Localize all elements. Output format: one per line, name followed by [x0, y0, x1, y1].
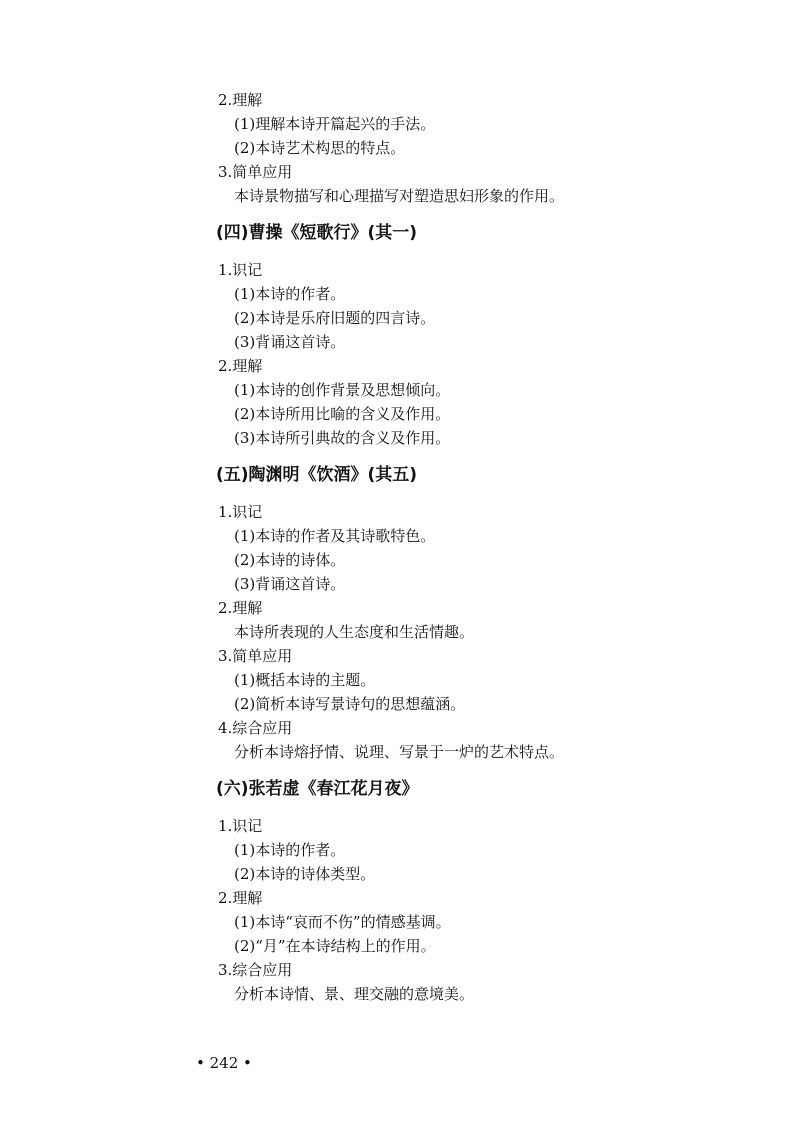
subitem: (3)背诵这首诗。	[234, 333, 346, 351]
item-label: 3.简单应用	[218, 163, 293, 181]
subitem: (1)本诗的作者及其诗歌特色。	[234, 527, 436, 545]
subitem: (1)本诗的作者。	[234, 285, 346, 303]
section-6	[218, 774, 778, 1006]
item-label: 2.理解	[218, 357, 263, 375]
item-label: 1.识记	[218, 261, 263, 279]
subitem: (2)本诗的诗体类型。	[234, 865, 376, 883]
subitem: (3)背诵这首诗。	[234, 575, 346, 593]
item-label: 2.理解	[218, 889, 263, 907]
subitem: (2)本诗的诗体。	[234, 551, 346, 569]
section-heading: (六)张若虚《春江花月夜》	[216, 779, 419, 799]
subitem: (1)本诗的作者。	[234, 841, 346, 859]
subitem: (2)“月”在本诗结构上的作用。	[234, 937, 436, 955]
section-prev	[218, 88, 778, 208]
item-label: 2.理解	[218, 91, 263, 109]
subitem: (1)本诗的创作背景及思想倾向。	[234, 381, 451, 399]
item-label: 1.识记	[218, 503, 263, 521]
subitem: (2)简析本诗写景诗句的思想蕴涵。	[234, 695, 466, 713]
subitem: 分析本诗熔抒情、说理、写景于一炉的艺术特点。	[234, 743, 565, 761]
section-heading: (四)曹操《短歌行》(其一)	[216, 223, 418, 243]
page-number: • 242 •	[196, 1054, 252, 1072]
subitem: 本诗景物描写和心理描写对塑造思妇形象的作用。	[234, 187, 565, 205]
section-4	[218, 218, 778, 450]
subitem: (2)本诗所用比喻的含义及作用。	[234, 405, 451, 423]
subitem: (2)本诗是乐府旧题的四言诗。	[234, 309, 436, 327]
subitem: (1)概括本诗的主题。	[234, 671, 376, 689]
section-heading: (五)陶渊明《饮酒》(其五)	[216, 465, 418, 485]
item-label: 3.综合应用	[218, 961, 293, 979]
section-5	[218, 460, 778, 764]
content-column	[218, 88, 778, 1006]
subitem: 分析本诗情、景、理交融的意境美。	[234, 985, 475, 1003]
item-label: 2.理解	[218, 599, 263, 617]
subitem: (1)理解本诗开篇起兴的手法。	[234, 115, 436, 133]
subitem: 本诗所表现的人生态度和生活情趣。	[234, 623, 475, 641]
subitem: (2)本诗艺术构思的特点。	[234, 139, 406, 157]
item-label: 1.识记	[218, 817, 263, 835]
subitem: (3)本诗所引典故的含义及作用。	[234, 429, 451, 447]
item-label: 3.简单应用	[218, 647, 293, 665]
item-label: 4.综合应用	[218, 719, 293, 737]
subitem: (1)本诗“哀而不伤”的情感基调。	[234, 913, 451, 931]
